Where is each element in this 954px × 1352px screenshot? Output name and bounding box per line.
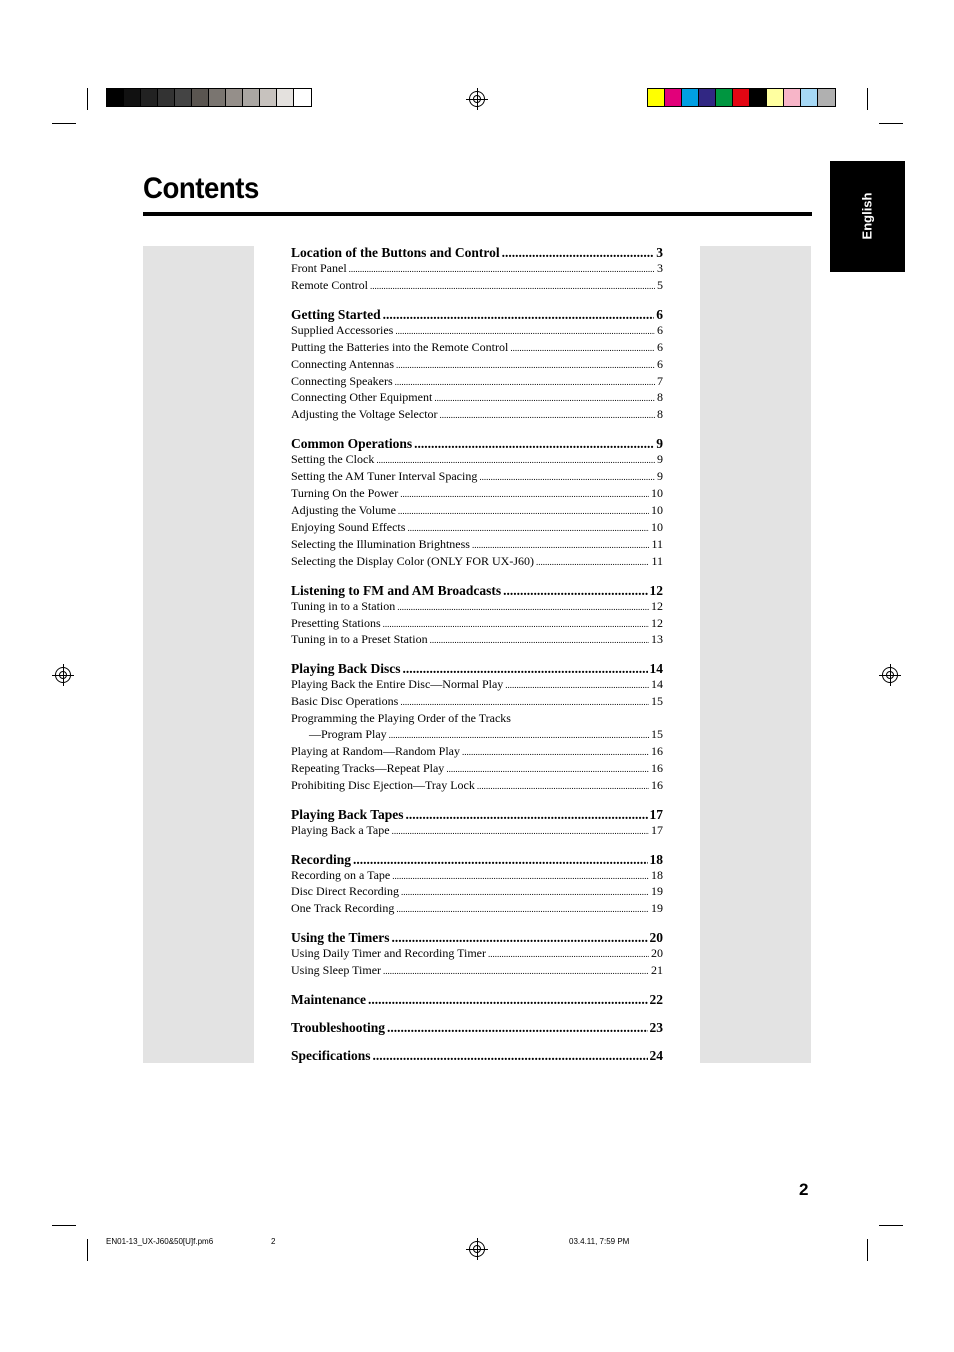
toc-item-label: Connecting Other Equipment bbox=[291, 390, 433, 405]
toc-heading[interactable] bbox=[291, 1019, 663, 1036]
toc-heading-label: Common Operations bbox=[291, 436, 413, 452]
crop-mark bbox=[52, 1225, 76, 1226]
toc-item[interactable] bbox=[291, 727, 663, 744]
toc-heading-page: 18 bbox=[649, 851, 663, 867]
leader-dots bbox=[396, 902, 649, 918]
crop-mark bbox=[879, 123, 903, 124]
toc-item-page: 13 bbox=[651, 632, 663, 647]
leader-dots bbox=[383, 617, 649, 633]
color-swatch bbox=[801, 89, 818, 106]
toc-item-label: Basic Disc Operations bbox=[291, 694, 399, 709]
leader-dots bbox=[387, 1019, 647, 1036]
toc-heading-label: Playing Back Discs bbox=[291, 661, 401, 677]
toc-item-page: 12 bbox=[651, 615, 663, 630]
footer-filename: EN01-13_UX-J60&50[U]f.pm6 bbox=[106, 1237, 214, 1246]
toc-item-label: Front Panel bbox=[291, 261, 347, 275]
toc-heading[interactable] bbox=[291, 660, 663, 677]
toc-item-page: 12 bbox=[651, 598, 663, 613]
toc-item-label: Remote Control bbox=[291, 277, 368, 292]
left-side-panel bbox=[143, 246, 254, 1063]
toc-item-page: 10 bbox=[651, 486, 663, 501]
color-swatch bbox=[260, 89, 277, 106]
toc-item[interactable] bbox=[291, 390, 663, 407]
toc-heading-label: Using the Timers bbox=[291, 930, 390, 946]
toc-heading-page: 3 bbox=[656, 245, 663, 260]
toc-heading-page: 17 bbox=[649, 806, 663, 822]
toc-item-label: Prohibiting Disc Ejection—Tray Lock bbox=[291, 777, 475, 792]
toc-section bbox=[291, 929, 663, 980]
toc-heading[interactable] bbox=[291, 582, 663, 599]
toc-section bbox=[291, 1019, 663, 1036]
leader-dots bbox=[370, 279, 655, 295]
toc-item-label: Recording on a Tape bbox=[291, 867, 391, 882]
toc-item[interactable] bbox=[291, 599, 663, 616]
toc-item[interactable] bbox=[291, 632, 663, 649]
leader-dots bbox=[349, 262, 655, 278]
right-side-panel bbox=[700, 246, 811, 1063]
leader-dots bbox=[401, 885, 649, 901]
color-swatch bbox=[107, 89, 124, 106]
toc-item-page: 19 bbox=[651, 901, 663, 916]
leader-dots bbox=[395, 324, 655, 340]
toc-heading[interactable] bbox=[291, 1047, 663, 1064]
toc-item-page: 6 bbox=[657, 322, 663, 337]
toc-item-page: 11 bbox=[651, 553, 663, 568]
color-swatch bbox=[648, 89, 665, 106]
toc-item[interactable] bbox=[291, 554, 663, 571]
crop-mark bbox=[87, 88, 88, 110]
toc-item[interactable] bbox=[291, 261, 663, 278]
color-swatch bbox=[158, 89, 175, 106]
toc-item-page: 15 bbox=[651, 694, 663, 709]
toc-item-label: Connecting Antennas bbox=[291, 356, 394, 371]
color-swatch bbox=[750, 89, 767, 106]
toc-item-page: 16 bbox=[651, 760, 663, 775]
color-swatch bbox=[665, 89, 682, 106]
toc-heading[interactable] bbox=[291, 806, 663, 823]
toc-section bbox=[291, 306, 663, 424]
toc-section bbox=[291, 851, 663, 919]
leader-dots bbox=[440, 408, 655, 424]
toc-item-label: —Program Play bbox=[309, 727, 387, 742]
leader-dots bbox=[389, 728, 649, 744]
leader-dots bbox=[406, 806, 648, 823]
color-swatch bbox=[277, 89, 294, 106]
toc-item[interactable] bbox=[291, 694, 663, 711]
toc-item-page: 19 bbox=[651, 884, 663, 899]
leader-dots bbox=[392, 929, 648, 946]
color-swatch bbox=[226, 89, 243, 106]
toc-item-label: Selecting the Display Color (ONLY FOR UX-J60) bbox=[291, 553, 534, 568]
toc-item[interactable] bbox=[291, 963, 663, 980]
toc-item-page: 18 bbox=[651, 867, 663, 882]
toc-item[interactable] bbox=[291, 340, 663, 357]
toc-item-label: Setting the Clock bbox=[291, 452, 375, 467]
leader-dots bbox=[479, 470, 655, 486]
color-swatch bbox=[784, 89, 801, 106]
leader-dots bbox=[414, 435, 654, 452]
registration-mark-icon bbox=[55, 667, 71, 683]
toc-item-page: 3 bbox=[657, 261, 663, 275]
toc-item-label: Supplied Accessories bbox=[291, 322, 394, 337]
registration-mark-icon bbox=[469, 91, 485, 107]
toc-section bbox=[291, 806, 663, 840]
leader-dots bbox=[510, 341, 655, 357]
leader-dots bbox=[505, 678, 649, 694]
leader-dots bbox=[368, 991, 648, 1008]
toc-item-label: Playing at Random—Random Play bbox=[291, 743, 460, 758]
toc-section bbox=[291, 435, 663, 570]
toc-section bbox=[291, 660, 663, 794]
registration-mark-icon bbox=[882, 667, 898, 683]
toc-section bbox=[291, 1047, 663, 1064]
toc-heading-page: 24 bbox=[649, 1048, 663, 1064]
toc-heading-page: 12 bbox=[649, 582, 663, 598]
crop-mark bbox=[867, 1239, 868, 1261]
color-swatch bbox=[767, 89, 784, 106]
crop-mark bbox=[879, 1225, 903, 1226]
color-swatch bbox=[716, 89, 733, 106]
toc-item-label: Adjusting the Voltage Selector bbox=[291, 407, 438, 422]
toc-item[interactable] bbox=[291, 278, 663, 295]
toc-item-page: 10 bbox=[651, 519, 663, 534]
color-swatch bbox=[733, 89, 750, 106]
toc-item-page: 6 bbox=[657, 356, 663, 371]
leader-dots bbox=[373, 1047, 648, 1064]
toc-section bbox=[291, 991, 663, 1008]
leader-dots bbox=[502, 244, 655, 261]
toc-section bbox=[291, 244, 663, 295]
color-swatch bbox=[192, 89, 209, 106]
leader-dots bbox=[400, 695, 649, 711]
toc-item[interactable] bbox=[291, 946, 663, 963]
toc-item[interactable] bbox=[291, 778, 663, 795]
footer-timestamp: 03.4.11, 7:59 PM bbox=[569, 1237, 630, 1246]
toc-heading[interactable] bbox=[291, 435, 663, 452]
toc-heading-page: 23 bbox=[649, 1020, 663, 1036]
color-swatch bbox=[124, 89, 141, 106]
toc-item[interactable] bbox=[291, 761, 663, 778]
leader-dots bbox=[392, 824, 649, 840]
toc-item[interactable] bbox=[291, 469, 663, 486]
toc-item-page: 15 bbox=[651, 727, 663, 742]
toc-item-label: Selecting the Illumination Brightness bbox=[291, 536, 470, 551]
toc-item-page: 5 bbox=[657, 277, 663, 292]
toc-item-page: 16 bbox=[651, 743, 663, 758]
toc-item[interactable] bbox=[291, 744, 663, 761]
toc-item-page: 16 bbox=[651, 777, 663, 792]
toc-heading-label: Location of the Buttons and Control bbox=[291, 245, 500, 260]
toc-item-page: 9 bbox=[657, 469, 663, 484]
language-tab bbox=[830, 161, 905, 272]
toc-item-page: 14 bbox=[651, 677, 663, 692]
color-swatch bbox=[141, 89, 158, 106]
toc-item[interactable] bbox=[291, 823, 663, 840]
toc-item[interactable] bbox=[291, 616, 663, 633]
color-swatch bbox=[699, 89, 716, 106]
toc-heading[interactable] bbox=[291, 244, 663, 261]
toc-item-label: Presetting Stations bbox=[291, 615, 381, 630]
toc-item-label: Adjusting the Volume bbox=[291, 502, 396, 517]
toc-heading-label: Playing Back Tapes bbox=[291, 806, 404, 822]
leader-dots bbox=[383, 964, 649, 980]
leader-dots bbox=[488, 947, 649, 963]
toc-item[interactable] bbox=[291, 407, 663, 424]
toc-item-page: 7 bbox=[657, 373, 663, 388]
toc-heading-label: Specifications bbox=[291, 1048, 371, 1064]
toc-heading[interactable] bbox=[291, 991, 663, 1008]
leader-dots bbox=[353, 851, 648, 868]
process-color-bar bbox=[647, 88, 836, 107]
color-swatch bbox=[294, 89, 311, 106]
toc-item-label: Using Daily Timer and Recording Timer bbox=[291, 946, 487, 961]
toc-heading-page: 6 bbox=[656, 306, 663, 322]
leader-dots bbox=[503, 582, 647, 599]
page-number: 2 bbox=[799, 1180, 809, 1199]
toc-item-label: One Track Recording bbox=[291, 901, 395, 916]
crop-mark bbox=[867, 88, 868, 110]
toc-heading-page: 20 bbox=[649, 930, 663, 946]
toc-item-label: Setting the AM Tuner Interval Spacing bbox=[291, 469, 478, 484]
table-of-contents bbox=[291, 244, 663, 1075]
toc-item-page: 8 bbox=[657, 390, 663, 405]
leader-dots bbox=[477, 779, 649, 795]
toc-heading-label: Listening to FM and AM Broadcasts bbox=[291, 582, 502, 598]
toc-item-page: 11 bbox=[651, 536, 663, 551]
leader-dots bbox=[400, 487, 649, 503]
toc-item-label: Turning On the Power bbox=[291, 486, 399, 501]
toc-item[interactable] bbox=[291, 323, 663, 340]
toc-heading-label: Maintenance bbox=[291, 992, 366, 1008]
toc-item-label: Putting the Batteries into the Remote Control bbox=[291, 339, 509, 354]
leader-dots bbox=[396, 358, 655, 374]
toc-heading[interactable] bbox=[291, 929, 663, 946]
toc-item-label: Tuning in to a Preset Station bbox=[291, 632, 428, 647]
toc-heading[interactable] bbox=[291, 851, 663, 868]
color-swatch bbox=[243, 89, 260, 106]
grayscale-color-bar bbox=[106, 88, 312, 107]
toc-item[interactable] bbox=[291, 503, 663, 520]
leader-dots bbox=[462, 745, 649, 761]
toc-item-label: Disc Direct Recording bbox=[291, 884, 399, 899]
color-swatch bbox=[818, 89, 835, 106]
leader-dots bbox=[383, 306, 655, 323]
toc-item-label: Connecting Speakers bbox=[291, 373, 393, 388]
leader-dots bbox=[397, 600, 649, 616]
toc-item[interactable] bbox=[291, 486, 663, 503]
toc-heading-label: Recording bbox=[291, 851, 351, 867]
toc-heading[interactable] bbox=[291, 306, 663, 323]
registration-mark-icon bbox=[469, 1241, 485, 1257]
crop-mark bbox=[52, 123, 76, 124]
leader-dots bbox=[395, 375, 655, 391]
leader-dots bbox=[430, 633, 649, 649]
color-swatch bbox=[209, 89, 226, 106]
toc-heading-page: 9 bbox=[656, 436, 663, 452]
toc-item-page: 20 bbox=[651, 946, 663, 961]
color-swatch bbox=[175, 89, 192, 106]
toc-item-page: 10 bbox=[651, 502, 663, 517]
toc-item-label: Using Sleep Timer bbox=[291, 963, 382, 978]
leader-dots bbox=[403, 660, 648, 677]
color-swatch bbox=[682, 89, 699, 106]
toc-heading-label: Troubleshooting bbox=[291, 1020, 386, 1036]
toc-item[interactable] bbox=[291, 884, 663, 901]
toc-item[interactable] bbox=[291, 537, 663, 554]
toc-item-label: Enjoying Sound Effects bbox=[291, 519, 406, 534]
toc-item-page: 6 bbox=[657, 339, 663, 354]
footer-sheet-number: 2 bbox=[271, 1237, 276, 1246]
toc-item[interactable] bbox=[291, 452, 663, 469]
leader-dots bbox=[472, 538, 649, 554]
language-tab-label: English bbox=[859, 192, 875, 240]
leader-dots bbox=[407, 521, 649, 537]
toc-section bbox=[291, 582, 663, 650]
toc-item-label: Repeating Tracks—Repeat Play bbox=[291, 760, 445, 775]
toc-item[interactable] bbox=[291, 868, 663, 885]
toc-item-page: 21 bbox=[651, 963, 663, 978]
toc-item[interactable] bbox=[291, 357, 663, 374]
title-rule bbox=[143, 212, 812, 216]
leader-dots bbox=[446, 762, 649, 778]
toc-item[interactable] bbox=[291, 677, 663, 694]
leader-dots bbox=[434, 391, 655, 407]
toc-item-page: 17 bbox=[651, 822, 663, 837]
leader-dots bbox=[398, 504, 649, 520]
toc-item[interactable] bbox=[291, 374, 663, 391]
toc-heading-page: 22 bbox=[649, 992, 663, 1008]
toc-heading-page: 14 bbox=[649, 661, 663, 677]
leader-dots bbox=[376, 453, 655, 469]
toc-item-line[interactable]: Programming the Playing Order of the Tracks bbox=[291, 711, 511, 726]
leader-dots bbox=[536, 555, 649, 571]
toc-item-label: Playing Back a Tape bbox=[291, 822, 390, 837]
leader-dots bbox=[392, 869, 649, 885]
toc-item-page: 9 bbox=[657, 452, 663, 467]
toc-heading-label: Getting Started bbox=[291, 306, 381, 322]
crop-mark bbox=[87, 1239, 88, 1261]
page-title: Contents bbox=[143, 172, 259, 205]
toc-item-page: 8 bbox=[657, 407, 663, 422]
toc-item[interactable] bbox=[291, 520, 663, 537]
toc-item-label: Playing Back the Entire Disc—Normal Play bbox=[291, 677, 504, 692]
toc-item[interactable] bbox=[291, 901, 663, 918]
toc-item-label: Tuning in to a Station bbox=[291, 598, 396, 613]
